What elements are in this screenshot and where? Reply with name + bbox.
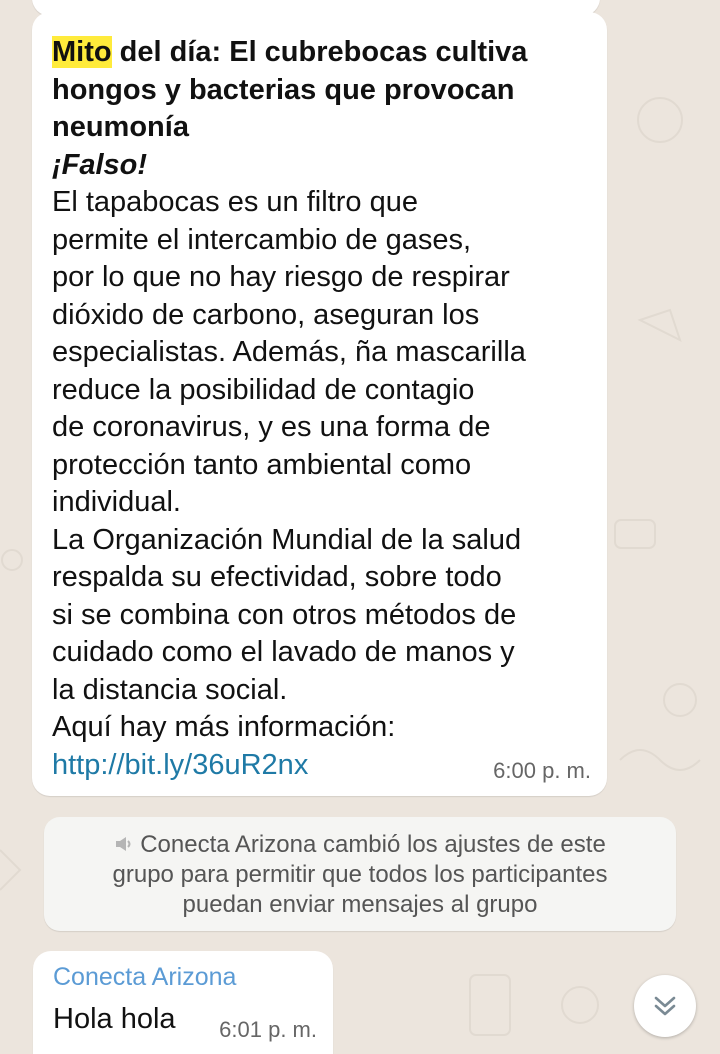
message-body-line: individual. [52, 486, 181, 518]
system-text-line: Conecta Arizona cambió los ajustes de este [140, 831, 606, 858]
message-body-line: de coronavirus, y es una forma de [52, 411, 491, 443]
highlighted-word: Mito [52, 36, 112, 68]
info-link[interactable]: http://bit.ly/36uR2nx [52, 748, 309, 781]
message-body-line: permite el intercambio de gases, [52, 223, 472, 256]
message-body-line: dióxido de carbono, aseguran los [52, 298, 480, 331]
message-bubble-hola[interactable] [33, 951, 333, 1054]
system-text-line: puedan enviar mensajes al grupo [182, 891, 538, 918]
message-body-line: reduce la posibilidad de contagio [52, 373, 475, 406]
message-text [52, 34, 592, 784]
message-body-line: por lo que no hay riesgo de respirar [52, 261, 510, 293]
message-body-line: El tapabocas es un filtro que [52, 186, 418, 218]
message-title-line: neumonía [52, 111, 189, 143]
message-body-line: Aquí hay más información: [52, 711, 396, 743]
message-body-line: si se combina con otros métodos de [52, 598, 517, 631]
message-timestamp: 6:00 p. m. [493, 758, 591, 783]
message-timestamp: 6:01 p. m. [219, 1017, 317, 1042]
message-body-line: La Organización Mundial de la salud [52, 523, 522, 556]
message-body-line: respalda su efectividad, sobre todo [52, 561, 502, 593]
message-body-line: protección tanto ambiental como [52, 448, 472, 481]
message-text: Hola hola [53, 1003, 176, 1035]
message-body-line: especialistas. Además, ña mascarilla [52, 336, 526, 368]
message-body-line: cuidado como el lavado de manos y [52, 636, 515, 668]
scroll-to-bottom-button[interactable] [634, 975, 696, 1037]
system-text-line: grupo para permitir que todos los participantes [112, 861, 608, 888]
message-title-line: hongos y bacterias que provocan [52, 73, 515, 106]
message-bubble-mito[interactable] [32, 12, 607, 796]
message-title-line: Mito del día: El cubrebocas cultiva [52, 36, 528, 68]
system-notification [44, 817, 676, 931]
falso-label: ¡Falso! [52, 148, 148, 181]
speaker-icon [114, 836, 134, 852]
sender-name[interactable]: Conecta Arizona [53, 963, 237, 991]
double-chevron-down-icon [652, 994, 678, 1018]
message-body-line: la distancia social. [52, 673, 288, 706]
